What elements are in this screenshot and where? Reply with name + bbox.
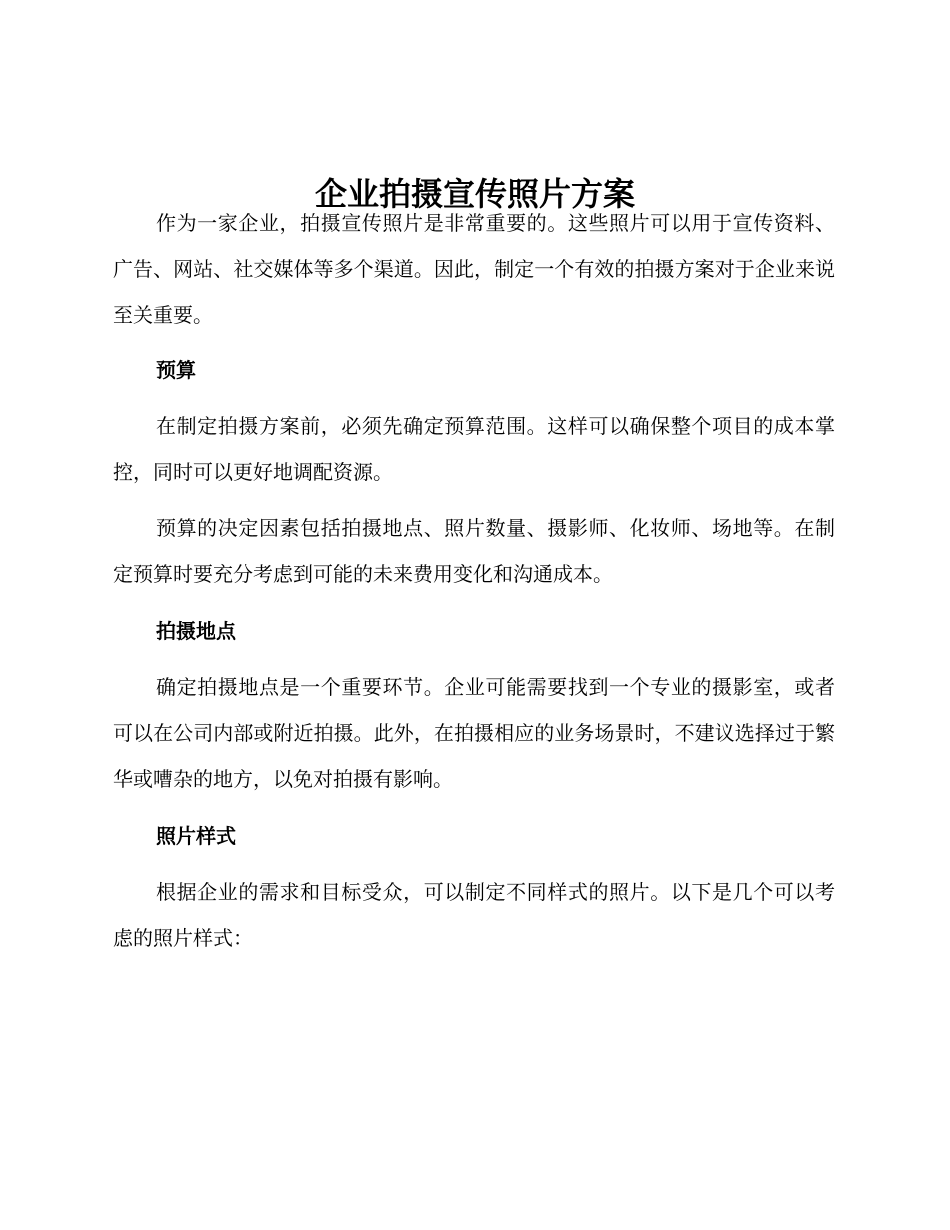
photo-style-paragraph-1: 根据企业的需求和目标受众，可以制定不同样式的照片。以下是几个可以考虑的照片样式： [113, 880, 835, 950]
location-paragraph-1: 确定拍摄地点是一个重要环节。企业可能需要找到一个专业的摄影室，或者可以在公司内部或附近拍摄。此外，在拍摄相应的业务场景时，不建议选择过于繁华或嘈杂的地方，以免对拍摄有影响。 [113, 675, 835, 791]
intro-paragraph: 作为一家企业，拍摄宣传照片是非常重要的。这些照片可以用于宣传资料、广告、网站、社交媒体等多个渠道。因此，制定一个有效的拍摄方案对于企业来说至关重要。 [113, 211, 835, 327]
section-heading-photo-style: 照片样式 [156, 824, 236, 848]
document-title: 企业拍摄宣传照片方案 [314, 175, 635, 214]
section-heading-budget: 预算 [156, 358, 196, 382]
budget-paragraph-1: 在制定拍摄方案前，必须先确定预算范围。这样可以确保整个项目的成本掌控，同时可以更好地调配资源。 [113, 414, 835, 484]
budget-paragraph-2: 预算的决定因素包括拍摄地点、照片数量、摄影师、化妆师、场地等。在制定预算时要充分考虑到可能的未来费用变化和沟通成本。 [113, 516, 835, 586]
section-heading-location: 拍摄地点 [156, 619, 236, 643]
